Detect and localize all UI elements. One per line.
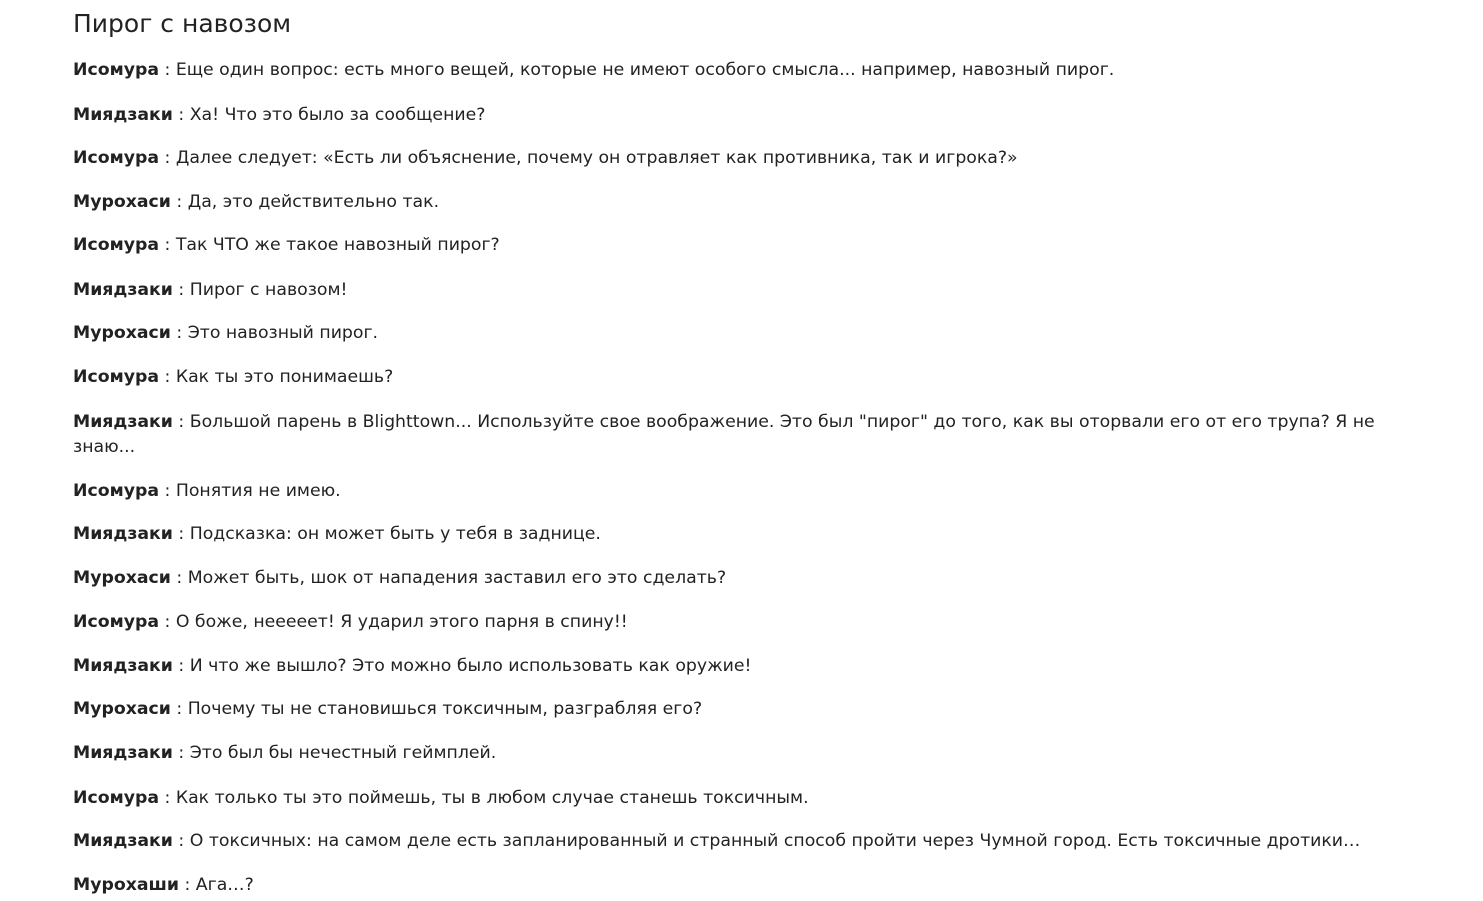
- line-text: Почему ты не становишься токсичным, разграбляя его?: [187, 699, 703, 719]
- line-text: Еще один вопрос: есть много вещей, которые не имеют особого смысла... например, навозный пирог.: [175, 60, 1115, 80]
- dialogue-line: Миядзаки : Пирог с навозом!: [73, 280, 348, 300]
- line-text: Да, это действительно так.: [187, 192, 440, 212]
- speaker-name: Исомура: [73, 481, 160, 501]
- dialogue-line: Исомура : Понятия не имею.: [73, 481, 341, 501]
- line-text: Большой парень в Blighttown... Используйте свое воображение. Это был "пирог" до того, как вы оторвали его от его трупа? Я не знаю...: [73, 412, 1375, 457]
- dialogue-line: Исомура : Далее следует: «Есть ли объяснение, почему он отравляет как противника, так и игрока?»: [73, 148, 1018, 168]
- dialogue-line: Исомура : О боже, нееееет! Я ударил этого парня в спину!!: [73, 612, 628, 632]
- line-text: Это навозный пирог.: [187, 323, 379, 343]
- dialogue-line: Исомура : Как ты это понимаешь?: [73, 367, 394, 387]
- speaker-name: Мурохаси: [73, 192, 171, 212]
- speaker-name: Миядзаки: [73, 656, 173, 676]
- line-text: Так ЧТО же такое навозный пирог?: [175, 235, 500, 255]
- speaker-name: Миядзаки: [73, 105, 173, 125]
- line-text: О боже, нееееет! Я ударил этого парня в спину!!: [175, 612, 628, 632]
- dialogue-line: Миядзаки : Ха! Что это было за сообщение?: [73, 105, 486, 125]
- dialogue-line: Мурохаси : Это навозный пирог.: [73, 323, 379, 343]
- line-text: И что же вышло? Это можно было использовать как оружие!: [189, 656, 752, 676]
- speaker-name: Миядзаки: [73, 412, 173, 432]
- dialogue-line: Мурохаси : Да, это действительно так.: [73, 192, 440, 212]
- line-text: Может быть, шок от нападения заставил его это сделать?: [187, 568, 727, 588]
- line-text: Это был бы нечестный геймплей.: [189, 743, 497, 763]
- speaker-name: Мурохаши: [73, 875, 179, 895]
- speaker-name: Исомура: [73, 60, 160, 80]
- speaker-name: Миядзаки: [73, 743, 173, 763]
- speaker-name: Миядзаки: [73, 280, 173, 300]
- dialogue-line: Мурохаши : Ага…?: [73, 875, 254, 895]
- line-text: Ага…?: [195, 875, 254, 895]
- line-text: Понятия не имею.: [175, 481, 341, 501]
- dialogue-line: Исомура : Еще один вопрос: есть много вещей, которые не имеют особого смысла... например, навозный пирог.: [73, 60, 1115, 80]
- line-text: Далее следует: «Есть ли объяснение, почему он отравляет как противника, так и игрока?»: [175, 148, 1018, 168]
- article-title: Пирог с навозом: [73, 9, 292, 38]
- dialogue-line: Мурохаси : Почему ты не становишься токсичным, разграбляя его?: [73, 699, 703, 719]
- speaker-name: Мурохаси: [73, 699, 171, 719]
- dialogue-line: Миядзаки : О токсичных: на самом деле есть запланированный и странный способ пройти через Чумной город. Есть токсичные дротики…: [73, 831, 1361, 851]
- speaker-name: Миядзаки: [73, 524, 173, 544]
- line-text: Ха! Что это было за сообщение?: [189, 105, 486, 125]
- line-text: Как ты это понимаешь?: [175, 367, 394, 387]
- speaker-name: Исомура: [73, 367, 160, 387]
- speaker-name: Исомура: [73, 235, 160, 255]
- article: [73, 0, 1441, 895]
- speaker-name: Исомура: [73, 788, 160, 808]
- speaker-name: Миядзаки: [73, 831, 173, 851]
- line-text: О токсичных: на самом деле есть запланированный и странный способ пройти через Чумной город. Есть токсичные дротики…: [189, 831, 1361, 851]
- dialogue-line: Исомура : Как только ты это поймешь, ты в любом случае станешь токсичным.: [73, 788, 809, 808]
- dialogue-line: Миядзаки : И что же вышло? Это можно было использовать как оружие!: [73, 656, 752, 676]
- speaker-name: Исомура: [73, 148, 160, 168]
- dialogue-line: Исомура : Так ЧТО же такое навозный пирог?: [73, 235, 500, 255]
- dialogue-line: Миядзаки : Это был бы нечестный геймплей.: [73, 743, 497, 763]
- dialogue-line: Миядзаки : Большой парень в Blighttown... Используйте свое воображение. Это был "пирог" до того, как вы оторвали его от его трупа? Я не знаю...: [73, 412, 1375, 457]
- speaker-name: Исомура: [73, 612, 160, 632]
- speaker-name: Мурохаси: [73, 323, 171, 343]
- speaker-name: Мурохаси: [73, 568, 171, 588]
- dialogue-line: Миядзаки : Подсказка: он может быть у тебя в заднице.: [73, 524, 601, 544]
- line-text: Пирог с навозом!: [189, 280, 348, 300]
- dialogue-line: Мурохаси : Может быть, шок от нападения заставил его это сделать?: [73, 568, 727, 588]
- line-text: Подсказка: он может быть у тебя в заднице.: [189, 524, 601, 544]
- line-text: Как только ты это поймешь, ты в любом случае станешь токсичным.: [175, 788, 809, 808]
